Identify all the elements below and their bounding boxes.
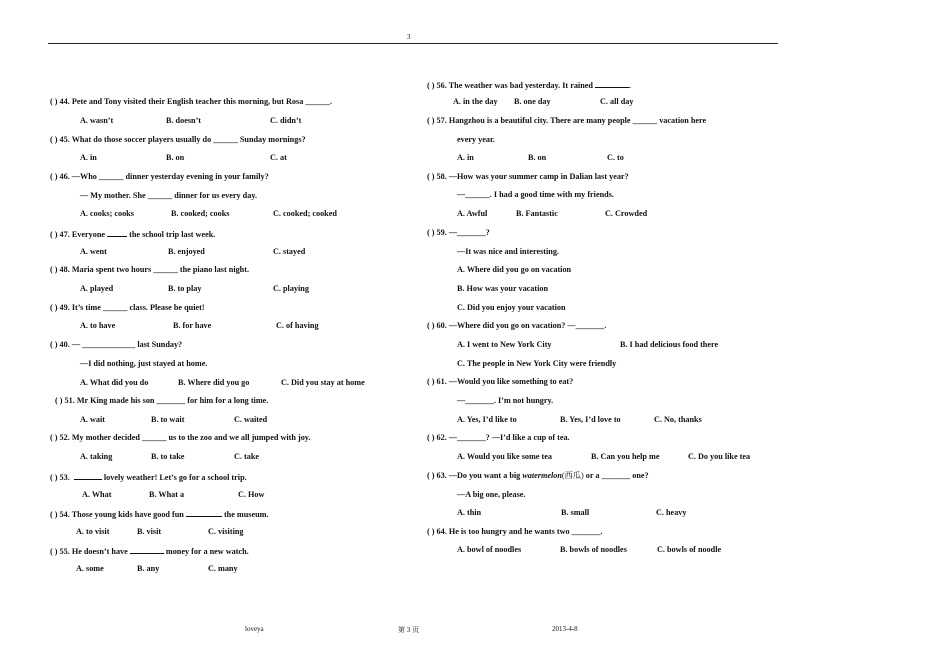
q51-option-c: C. waited xyxy=(234,415,268,424)
q44-option-b: B. doesn’t xyxy=(166,116,202,125)
q52-option-a: A. taking xyxy=(80,452,113,461)
question-61: ( ) 61. —Would you like something to eat? xyxy=(427,377,574,386)
q59-option-b: B. How was your vacation xyxy=(457,284,549,293)
question-51: ( ) 51. Mr King made his son _______ for him for a long time. xyxy=(55,396,269,405)
q47-option-a: A. went xyxy=(80,247,107,256)
q59-line-2: —It was nice and interesting. xyxy=(457,247,559,256)
q40-option-b: B. Where did you go xyxy=(178,378,250,387)
footer-page: 第 3 页 xyxy=(398,626,419,634)
q64-option-a: A. bowl of noodles xyxy=(457,545,522,554)
question-58: ( ) 58. —How was your summer camp in Dalian last year? xyxy=(427,172,629,181)
question-60: ( ) 60. —Where did you go on vacation? —_______. xyxy=(427,321,607,330)
q52-option-b: B. to take xyxy=(151,452,185,461)
answer-blank xyxy=(595,79,629,88)
q45-option-c: C. at xyxy=(270,153,287,162)
question-52: ( ) 52. My mother decided ______ us to the zoo and we all jumped with joy. xyxy=(50,433,311,442)
q59-option-c: C. Did you enjoy your vacation xyxy=(457,303,566,312)
q53-option-a: A. What xyxy=(82,490,112,499)
q52-option-c: C. take xyxy=(234,452,260,461)
q57-option-b: B. on xyxy=(528,153,547,162)
answer-blank xyxy=(186,508,222,517)
q58-line-2: —______. I had a good time with my friends. xyxy=(457,190,614,199)
q54-option-c: C. visiting xyxy=(208,527,244,536)
q56-option-c: C. all day xyxy=(600,97,634,106)
q61-option-c: C. No, thanks xyxy=(654,415,702,424)
q49-option-c: C. of having xyxy=(276,321,319,330)
q44-option-a: A. wasn’t xyxy=(80,116,114,125)
q57-line-2: every year. xyxy=(457,135,495,144)
answer-blank xyxy=(107,228,127,237)
q63-option-c: C. heavy xyxy=(656,508,687,517)
question-49: ( ) 49. It’s time ______ class. Please be quiet! xyxy=(50,303,205,312)
q55-option-b: B. any xyxy=(137,564,160,573)
q56-option-b: B. one day xyxy=(514,97,551,106)
q64-option-c: C. bowls of noodle xyxy=(657,545,722,554)
q40-option-a: A. What did you do xyxy=(80,378,149,387)
question-40: ( ) 40. — _____________ last Sunday? xyxy=(50,340,183,349)
q54-option-b: B. visit xyxy=(137,527,162,536)
q55-option-c: C. many xyxy=(208,564,238,573)
q61-option-a: A. Yes, I’d like to xyxy=(457,415,517,424)
q58-option-c: C. Crowded xyxy=(605,209,648,218)
q58-option-a: A. Awful xyxy=(457,209,488,218)
question-47: ( ) 47. Everyone the school trip last week. xyxy=(50,230,216,239)
q63-line-2: —A big one, please. xyxy=(457,490,526,499)
question-62: ( ) 62. —_______? —I’d like a cup of tea. xyxy=(427,433,570,442)
q58-option-b: B. Fantastic xyxy=(516,209,558,218)
q57-option-c: C. to xyxy=(607,153,624,162)
q60-option-b: B. I had delicious food there xyxy=(620,340,719,349)
question-55: ( ) 55. He doesn’t have money for a new watch. xyxy=(50,547,249,556)
q62-option-b: B. Can you help me xyxy=(591,452,660,461)
q51-option-a: A. wait xyxy=(80,415,106,424)
q48-option-a: A. played xyxy=(80,284,114,293)
question-63: ( ) 63. —Do you want a big watermelon(西瓜) or a _______ one? xyxy=(427,471,649,480)
q45-option-b: B. on xyxy=(166,153,185,162)
footer-date: 2013-4-8 xyxy=(552,625,578,633)
q59-option-a: A. Where did you go on vacation xyxy=(457,265,572,274)
answer-blank xyxy=(74,471,102,480)
q49-option-b: B. for have xyxy=(173,321,212,330)
q46-option-b: B. cooked; cooks xyxy=(171,209,230,218)
q64-option-b: B. bowls of noodles xyxy=(560,545,627,554)
q60-option-c: C. The people in New York City were friendly xyxy=(457,359,617,368)
q62-option-a: A. Would you like some tea xyxy=(457,452,552,461)
q56-option-a: A. in the day xyxy=(453,97,498,106)
q46-line-2: — My mother. She ______ dinner for us every day. xyxy=(80,191,258,200)
q48-option-b: B. to play xyxy=(168,284,202,293)
question-57: ( ) 57. Hangzhou is a beautiful city. There are many people ______ vacation here xyxy=(427,116,707,125)
q60-option-a: A. I went to New York City xyxy=(457,340,552,349)
q40-option-c: C. Did you stay at home xyxy=(281,378,365,387)
q47-option-b: B. enjoyed xyxy=(168,247,205,256)
q63-option-b: B. small xyxy=(561,508,590,517)
question-64: ( ) 64. He is too hungry and he wants two _______. xyxy=(427,527,603,536)
q51-option-b: B. to wait xyxy=(151,415,185,424)
question-44: ( ) 44. Pete and Tony visited their English teacher this morning, but Rosa ______. xyxy=(50,97,332,106)
q48-option-c: C. playing xyxy=(273,284,309,293)
question-45: ( ) 45. What do those soccer players usually do ______ Sunday mornings? xyxy=(50,135,306,144)
q49-option-a: A. to have xyxy=(80,321,116,330)
question-59: ( ) 59. —_______? xyxy=(427,228,490,237)
question-48: ( ) 48. Maria spent two hours ______ the piano last night. xyxy=(50,265,250,274)
question-54: ( ) 54. Those young kids have good fun the museum. xyxy=(50,510,269,519)
q53-option-c: C. How xyxy=(238,490,265,499)
page-number-top: 3 xyxy=(407,33,411,41)
header-rule xyxy=(48,43,778,44)
q45-option-a: A. in xyxy=(80,153,97,162)
footer-author: loveya xyxy=(245,625,264,633)
q61-line-2: —_______. I’m not hungry. xyxy=(457,396,554,405)
question-46: ( ) 46. —Who ______ dinner yesterday evening in your family? xyxy=(50,172,269,181)
q61-option-b: B. Yes, I’d love to xyxy=(560,415,621,424)
q62-option-c: C. Do you like tea xyxy=(688,452,751,461)
q46-option-a: A. cooks; cooks xyxy=(80,209,134,218)
q57-option-a: A. in xyxy=(457,153,474,162)
q55-option-a: A. some xyxy=(76,564,104,573)
q53-option-b: B. What a xyxy=(149,490,185,499)
q46-option-c: C. cooked; cooked xyxy=(273,209,337,218)
q47-option-c: C. stayed xyxy=(273,247,306,256)
q40-line-2: —I did nothing, just stayed at home. xyxy=(80,359,208,368)
q63-option-a: A. thin xyxy=(457,508,482,517)
q44-option-c: C. didn’t xyxy=(270,116,302,125)
question-53: ( ) 53. lovely weather! Let’s go for a school trip. xyxy=(50,473,247,482)
answer-blank xyxy=(130,545,164,554)
q54-option-a: A. to visit xyxy=(76,527,110,536)
question-56: ( ) 56. The weather was bad yesterday. It rained . xyxy=(427,81,632,90)
